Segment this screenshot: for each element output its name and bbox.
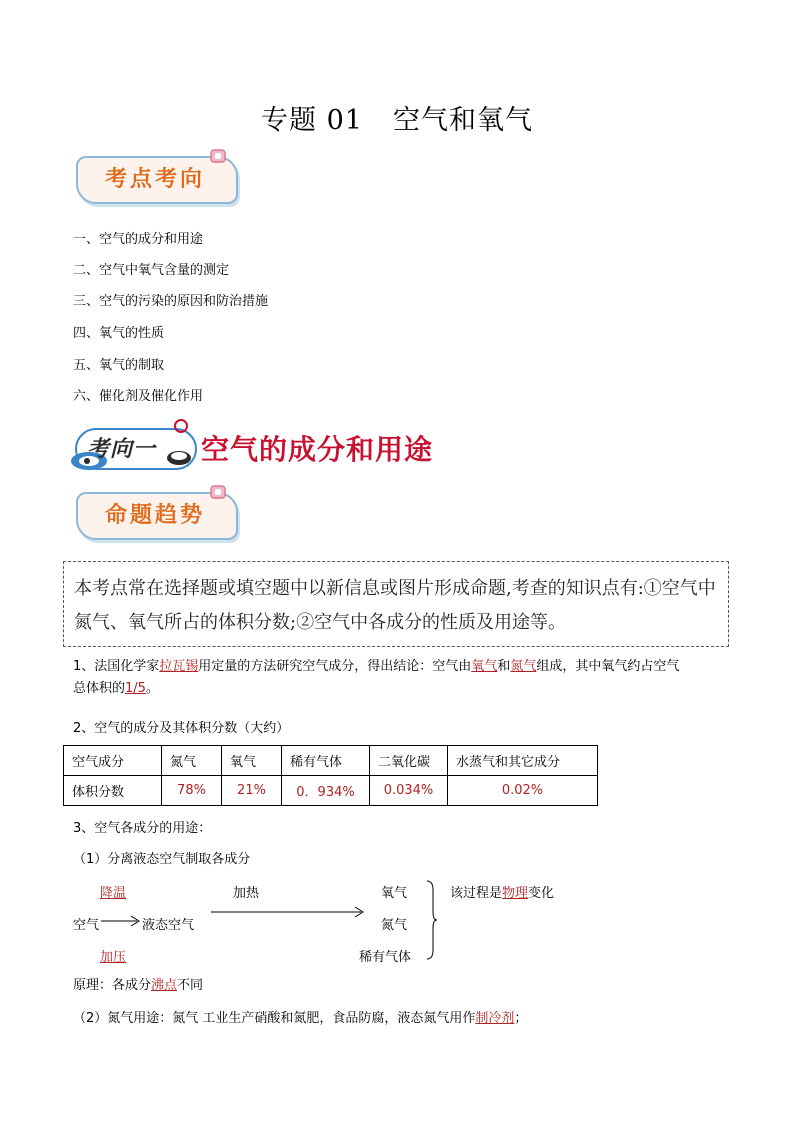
section-heading: 空气的成分和用途 [201, 433, 434, 466]
outline-item: 二、空气中氧气含量的测定 [73, 263, 230, 278]
decoration-icon [161, 418, 195, 470]
answer-refrigerant: 制冷剂 [475, 1011, 515, 1026]
answer-physical: 物理 [502, 886, 529, 901]
process-air: 空气 [73, 918, 100, 933]
process-oxygen: 氧气 [381, 886, 408, 901]
composition-table [63, 745, 598, 806]
principle: 原理：各成分沸点不同 [73, 978, 204, 993]
trend-badge [70, 484, 235, 540]
table-header: 空气成分 [64, 746, 162, 776]
table-cell: 21% [222, 776, 282, 806]
table-cell: 0.034% [370, 776, 448, 806]
trend-badge-label: 命题趋势 [104, 502, 205, 528]
table-cell: 78% [162, 776, 222, 806]
section-banner [73, 418, 473, 474]
table-header: 氮气 [162, 746, 222, 776]
outline-badge-label: 考点考向 [104, 166, 205, 192]
table-header: 稀有气体 [282, 746, 370, 776]
table-row [64, 776, 598, 806]
trend-text: 本考点常在选择题或填空题中以新信息或图片形成命题,考查的知识点有:①空气中氮气、氧气所占的体积分数;②空气中各成分的性质及用途等。 [74, 578, 716, 633]
table-header: 水蒸气和其它成分 [448, 746, 598, 776]
table-cell: 0．934% [282, 776, 370, 806]
answer-nitrogen: 氮气 [510, 659, 537, 674]
brace-icon [426, 880, 438, 960]
answer-fraction: 1/5 [125, 681, 146, 696]
table-header: 二氧化碳 [370, 746, 448, 776]
process-note: 该过程是物理变化 [450, 886, 555, 901]
table-header: 氧气 [222, 746, 282, 776]
paragraph-1: 1、法国化学家拉瓦锡用定量的方法研究空气成分，得出结论：空气由氧气和氮气组成，其中氧气约占空气 总体积的1/5。 [73, 659, 680, 696]
outline-badge [70, 148, 235, 204]
process-rare-gas: 稀有气体 [359, 950, 412, 965]
outline-item: 一、空气的成分和用途 [73, 232, 204, 247]
answer-boiling-point: 沸点 [151, 978, 178, 993]
table-cell: 体积分数 [64, 776, 162, 806]
section-tag: 考向一 [87, 436, 157, 462]
process-cool: 降温 [100, 886, 127, 901]
process-press: 加压 [100, 950, 127, 965]
table-cell: 0.02% [448, 776, 598, 806]
outline-item: 五、氧气的制取 [73, 358, 165, 373]
outline-item: 四、氧气的性质 [73, 326, 165, 341]
table-row [64, 746, 598, 776]
paragraph-3-2: （2）氮气用途：氮气 工业生产硝酸和氮肥，食品防腐，液态氮气用作制冷剂； [73, 1011, 528, 1026]
trend-box [63, 561, 729, 647]
page-title: 专题 01 空气和氧气 [261, 105, 533, 136]
paragraph-3-1: （1）分离液态空气制取各成分 [73, 852, 251, 867]
outline-item: 六、催化剂及催化作用 [73, 389, 204, 404]
answer-oxygen: 氧气 [471, 659, 498, 674]
process-nitrogen: 氮气 [381, 918, 408, 933]
paragraph-3: 3、空气各成分的用途： [73, 821, 212, 836]
process-heat: 加热 [233, 886, 260, 901]
arrow-icon [211, 905, 365, 919]
process-liquid-air: 液态空气 [142, 918, 195, 933]
paragraph-2: 2、空气的成分及其体积分数（大约） [73, 721, 290, 736]
arrow-icon [101, 914, 141, 928]
outline-item: 三、空气的污染的原因和防治措施 [73, 294, 269, 309]
answer-lavoisier: 拉瓦锡 [159, 659, 199, 674]
